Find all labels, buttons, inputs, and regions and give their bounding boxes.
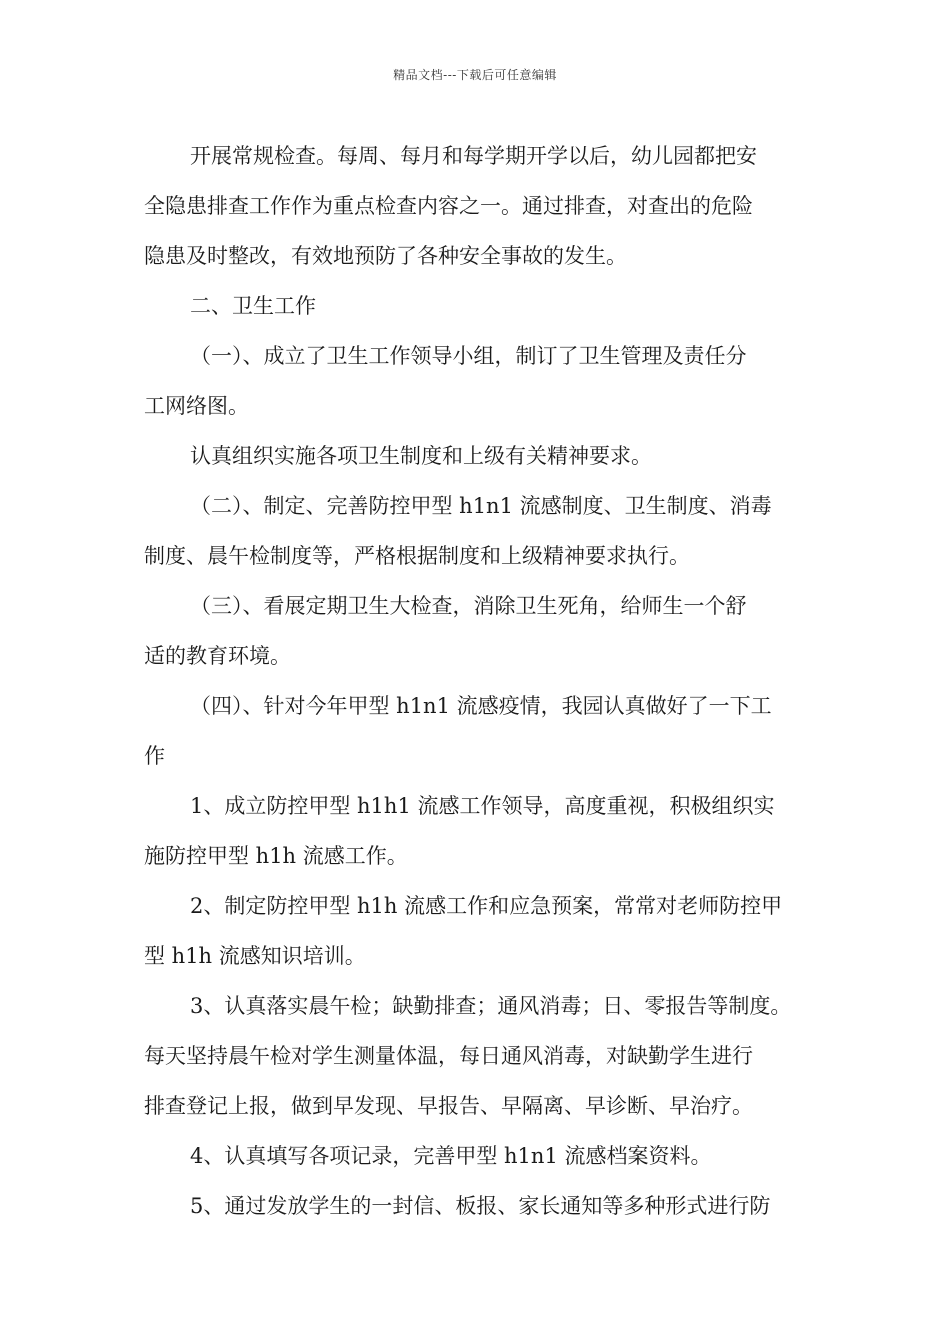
text-line: （三）、看展定期卫生大检查，消除卫生死角，给师生一个舒 [190,594,747,618]
text-line: 每天坚持晨午检对学生测量体温，每日通风消毒，对缺勤学生进行 [144,1044,753,1068]
text-line: 作 [144,744,165,768]
text-line: 5、通过发放学生的一封信、板报、家长通知等多种形式进行防 [190,1194,771,1218]
text-line: 施防控甲型 h1h 流感工作。 [144,844,408,868]
text-line: （一）、成立了卫生工作领导小组，制订了卫生管理及责任分 [190,344,747,368]
text-line: 工网络图。 [144,394,249,418]
text-line: 制度、晨午检制度等，严格根据制度和上级精神要求执行。 [144,544,690,568]
text-line: 4、认真填写各项记录，完善甲型 h1n1 流感档案资料。 [190,1144,712,1168]
text-line: （二）、制定、完善防控甲型 h1n1 流感制度、卫生制度、消毒 [190,494,772,518]
page-header: 精品文档---下载后可任意编辑 [393,68,557,82]
document-body [144,131,812,1231]
text-line: 全隐患排查工作作为重点检查内容之一。通过排查，对查出的危险 [144,194,753,218]
text-line: 1、成立防控甲型 h1h1 流感工作领导，高度重视，积极组织实 [190,794,775,818]
text-line: 3、认真落实晨午检；缺勤排查；通风消毒；日、零报告等制度。 [190,994,792,1018]
text-line: 开展常规检查。每周、每月和每学期开学以后，幼儿园都把安 [190,144,757,168]
text-line: 型 h1h 流感知识培训。 [144,944,366,968]
text-line: 适的教育环境。 [144,644,291,668]
text-line: 2、制定防控甲型 h1h 流感工作和应急预案，常常对老师防控甲 [190,894,783,918]
text-line: 隐患及时整改，有效地预防了各种安全事故的发生。 [144,244,627,268]
section-heading: 二、卫生工作 [190,294,316,318]
text-line: 排查登记上报，做到早发现、早报告、早隔离、早诊断、早治疗。 [144,1094,753,1118]
text-line: 认真组织实施各项卫生制度和上级有关精神要求。 [190,444,652,468]
text-line: （四）、针对今年甲型 h1n1 流感疫情，我园认真做好了一下工 [190,694,772,718]
